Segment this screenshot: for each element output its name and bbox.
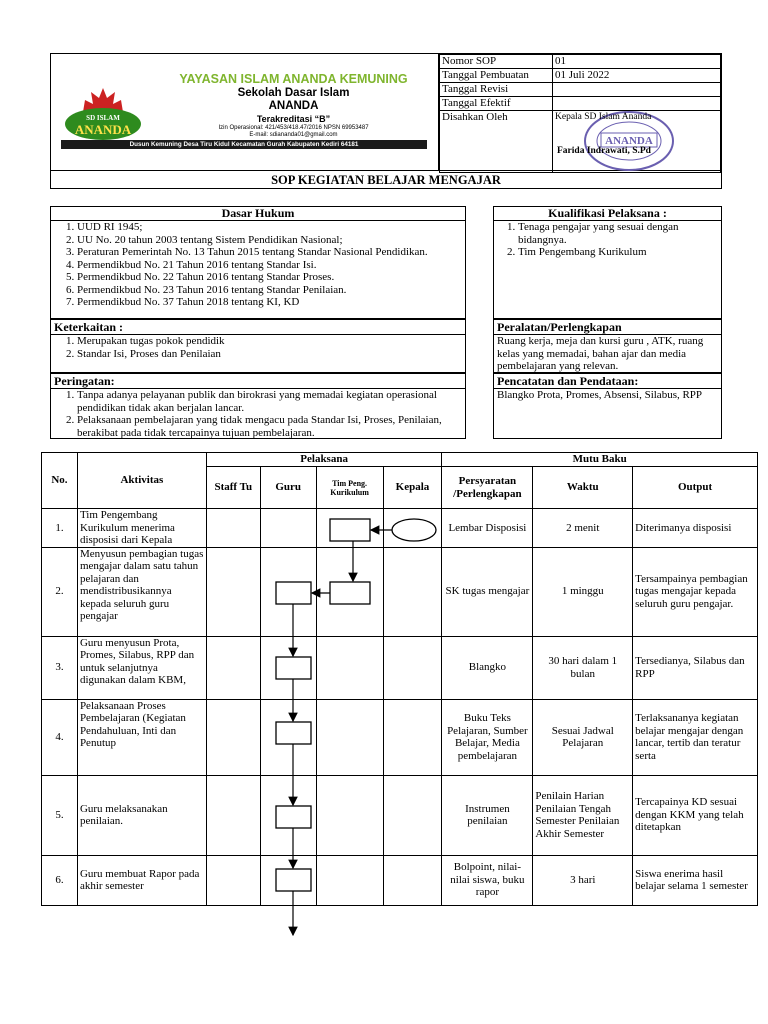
sop-info-label: Nomor SOP xyxy=(440,55,553,69)
row-number: 4. xyxy=(42,699,78,775)
sop-info-row xyxy=(440,83,721,97)
list-item: 2. Standar Isi, Proses dan Penilaian xyxy=(77,348,465,361)
peralatan-heading: Peralatan/Perlengkapan xyxy=(494,320,721,335)
table-row xyxy=(42,775,758,855)
keterkaitan-box xyxy=(50,319,466,373)
stamp-text: ANANDA xyxy=(605,135,653,147)
row-aktivitas: Menyusun pembagian tugas mengajar dalam satu tahun pelajaran dan mendistribusikannya kepada seluruh guru pengajar xyxy=(77,547,206,636)
sop-info-label: Tanggal Revisi xyxy=(440,83,553,97)
row-waktu: 2 menit xyxy=(533,509,633,548)
row-persyaratan: Lembar Disposisi xyxy=(442,509,533,548)
sop-info-value xyxy=(553,83,721,97)
row-persyaratan: SK tugas mengajar xyxy=(442,547,533,636)
dasar-hukum-box xyxy=(50,206,466,319)
list-item: 7. Permendikbud No. 37 Tahun 2018 tentang KI, KD xyxy=(77,296,465,309)
approver-title: Kepala SD Islam Ananda xyxy=(555,112,652,122)
row-number: 2. xyxy=(42,547,78,636)
row-number: 1. xyxy=(42,509,78,548)
list-item: 1. Tenaga pengajar yang sesuai dengan bidangnya. xyxy=(518,221,721,246)
col-header-waktu: Waktu xyxy=(533,467,633,509)
list-item: 5. Permendikbud No. 22 Tahun 2016 tentang Standar Proses. xyxy=(77,271,465,284)
school-type: Sekolah Dasar Islam xyxy=(237,87,350,99)
school-logo xyxy=(63,82,143,144)
table-row xyxy=(42,699,758,775)
sop-header xyxy=(50,53,722,189)
list-item: 2. Pelaksanaan pembelajaran yang tidak mengacu pada Standar Isi, Proses, Penilaian, berakibat pada tidak tercapainya tujuan pembelajaran. xyxy=(77,414,465,439)
peralatan-text: Ruang kerja, meja dan kursi guru , ATK, ruang kelas yang memadai, bahan ajar dan media pembelajaran yang relevan. xyxy=(497,335,704,372)
logo-name-text: ANANDA xyxy=(74,122,132,137)
row-waktu: 30 hari dalam 1 bulan xyxy=(533,636,633,699)
dasar-hukum-heading: Dasar Hukum xyxy=(51,207,465,221)
row-aktivitas: Guru membuat Rapor pada akhir semester xyxy=(77,855,206,905)
keterkaitan-heading: Keterkaitan : xyxy=(51,320,465,335)
sop-info-label: Tanggal Efektif xyxy=(440,97,553,111)
row-waktu: 1 minggu xyxy=(533,547,633,636)
row-aktivitas: Guru menyusun Prota, Promes, Silabus, RPP dan untuk selanjutnya digunakan dalam KBM, xyxy=(77,636,206,699)
col-header-persyaratan: Persyaratan /Perlengkapan xyxy=(442,467,533,509)
accreditation: Terakreditasi “B” xyxy=(256,114,331,124)
dasar-hukum-list xyxy=(51,221,465,309)
sop-info-value: 01 Juli 2022 xyxy=(553,69,721,83)
table-row xyxy=(42,636,758,699)
peralatan-box xyxy=(493,319,722,373)
list-item: 1. UUD RI 1945; xyxy=(77,221,465,234)
sop-info-row xyxy=(440,55,721,69)
sop-info-table xyxy=(439,54,721,173)
list-item: 3. Peraturan Pemerintah No. 13 Tahun 2015 tentang Standar Nasional Pendidikan. xyxy=(77,246,465,259)
row-aktivitas: Tim Pengembang Kurikulum menerima disposisi dari Kepala xyxy=(77,509,206,548)
col-header-no: No. xyxy=(42,453,78,509)
sop-info-label: Tanggal Pembuatan xyxy=(440,69,553,83)
row-output: Diterimanya disposisi xyxy=(633,509,758,548)
peringatan-heading: Peringatan: xyxy=(51,374,465,389)
pencatatan-heading: Pencatatan dan Pendataan: xyxy=(494,374,721,389)
kualifikasi-heading: Kualifikasi Pelaksana : xyxy=(494,207,721,221)
list-item: 2. Tim Pengembang Kurikulum xyxy=(518,246,721,259)
school-address: Dusun Kemuning Desa Tiru Kidul Kecamatan Gurah Kabupaten Kediri 64181 xyxy=(61,140,427,149)
row-waktu: Penilain Harian Penilaian Tengah Semester Penilaian Akhir Semester xyxy=(533,775,633,855)
kualifikasi-list xyxy=(494,221,721,259)
sop-info-value: 01 xyxy=(553,55,721,69)
sop-info-label: Disahkan Oleh xyxy=(440,111,553,173)
col-header-guru: Guru xyxy=(260,467,316,509)
list-item: 6. Permendikbud No. 23 Tahun 2016 tentang Standar Penilaian. xyxy=(77,284,465,297)
procedure-table xyxy=(41,452,758,906)
row-output: Siswa enerima hasil belajar selama 1 semester xyxy=(633,855,758,905)
col-header-mutu-baku: Mutu Baku xyxy=(442,453,758,467)
row-persyaratan: Buku Teks Pelajaran, Sumber Belajar, Media pembelajaran xyxy=(442,699,533,775)
permit-number: Izin Operasional: 421/453/418.47/2016 NPSN 69953487 xyxy=(218,125,369,131)
col-header-kepala: Kepala xyxy=(383,467,442,509)
peringatan-box xyxy=(50,373,466,439)
col-header-tim-kurikulum: Tim Peng. Kurikulum xyxy=(316,467,383,509)
row-output: Tercapainya KD sesuai dengan KKM yang telah ditetapkan xyxy=(633,775,758,855)
row-aktivitas: Guru melaksanakan penilaian. xyxy=(77,775,206,855)
school-letterhead xyxy=(51,54,439,170)
signer-name: Farida Indrawati, S.Pd xyxy=(557,146,651,156)
sop-info-row xyxy=(440,111,721,173)
list-item: 1. Merupakan tugas pokok pendidik xyxy=(77,335,465,348)
row-number: 3. xyxy=(42,636,78,699)
row-persyaratan: Bolpoint, nilai-nilai siswa, buku rapor xyxy=(442,855,533,905)
kualifikasi-box xyxy=(493,206,722,319)
row-output: Terlaksananya kegiatan belajar mengajar dengan lancar, tertib dan teratur serta xyxy=(633,699,758,775)
school-email: E-mail: sdiananda01@gmail.com xyxy=(249,132,338,138)
col-header-pelaksana: Pelaksana xyxy=(206,453,442,467)
row-output: Tersampainya pembagian tugas mengajar kepada seluruh guru pengajar. xyxy=(633,547,758,636)
logo-top-text: SD ISLAM xyxy=(86,114,120,122)
table-row xyxy=(42,509,758,548)
row-persyaratan: Blangko xyxy=(442,636,533,699)
table-row xyxy=(42,547,758,636)
school-name: ANANDA xyxy=(268,100,319,112)
table-row xyxy=(42,855,758,905)
list-item: 4. Permendikbud No. 21 Tahun 2016 tentang Standar Isi. xyxy=(77,259,465,272)
col-header-staff-tu: Staff Tu xyxy=(206,467,260,509)
approval-cell xyxy=(553,111,721,173)
pencatatan-box xyxy=(493,373,722,439)
row-number: 6. xyxy=(42,855,78,905)
row-persyaratan: Instrumen penilaian xyxy=(442,775,533,855)
col-header-output: Output xyxy=(633,467,758,509)
col-header-aktivitas: Aktivitas xyxy=(77,453,206,509)
page-title: SOP KEGIATAN BELAJAR MENGAJAR xyxy=(51,170,721,190)
pencatatan-text: Blangko Prota, Promes, Absensi, Silabus, RPP xyxy=(497,389,703,401)
foundation-name: YAYASAN ISLAM ANANDA KEMUNING xyxy=(179,72,408,86)
sop-info-row xyxy=(440,69,721,83)
row-waktu: Sesuai Jadwal Pelajaran xyxy=(533,699,633,775)
list-item: 2. UU No. 20 tahun 2003 tentang Sistem Pendidikan Nasional; xyxy=(77,234,465,247)
row-number: 5. xyxy=(42,775,78,855)
row-waktu: 3 hari xyxy=(533,855,633,905)
table-header-row xyxy=(42,453,758,467)
row-output: Tersedianya, Silabus dan RPP xyxy=(633,636,758,699)
list-item: 1. Tanpa adanya pelayanan publik dan birokrasi yang memadai kegiatan operasional pendidikan tidak akan berjalan lancar. xyxy=(77,389,465,414)
row-aktivitas: Pelaksanaan Proses Pembelajaran (Kegiatan Pendahuluan, Inti dan Penutup xyxy=(77,699,206,775)
keterkaitan-list xyxy=(51,335,465,360)
peringatan-list xyxy=(51,389,465,439)
